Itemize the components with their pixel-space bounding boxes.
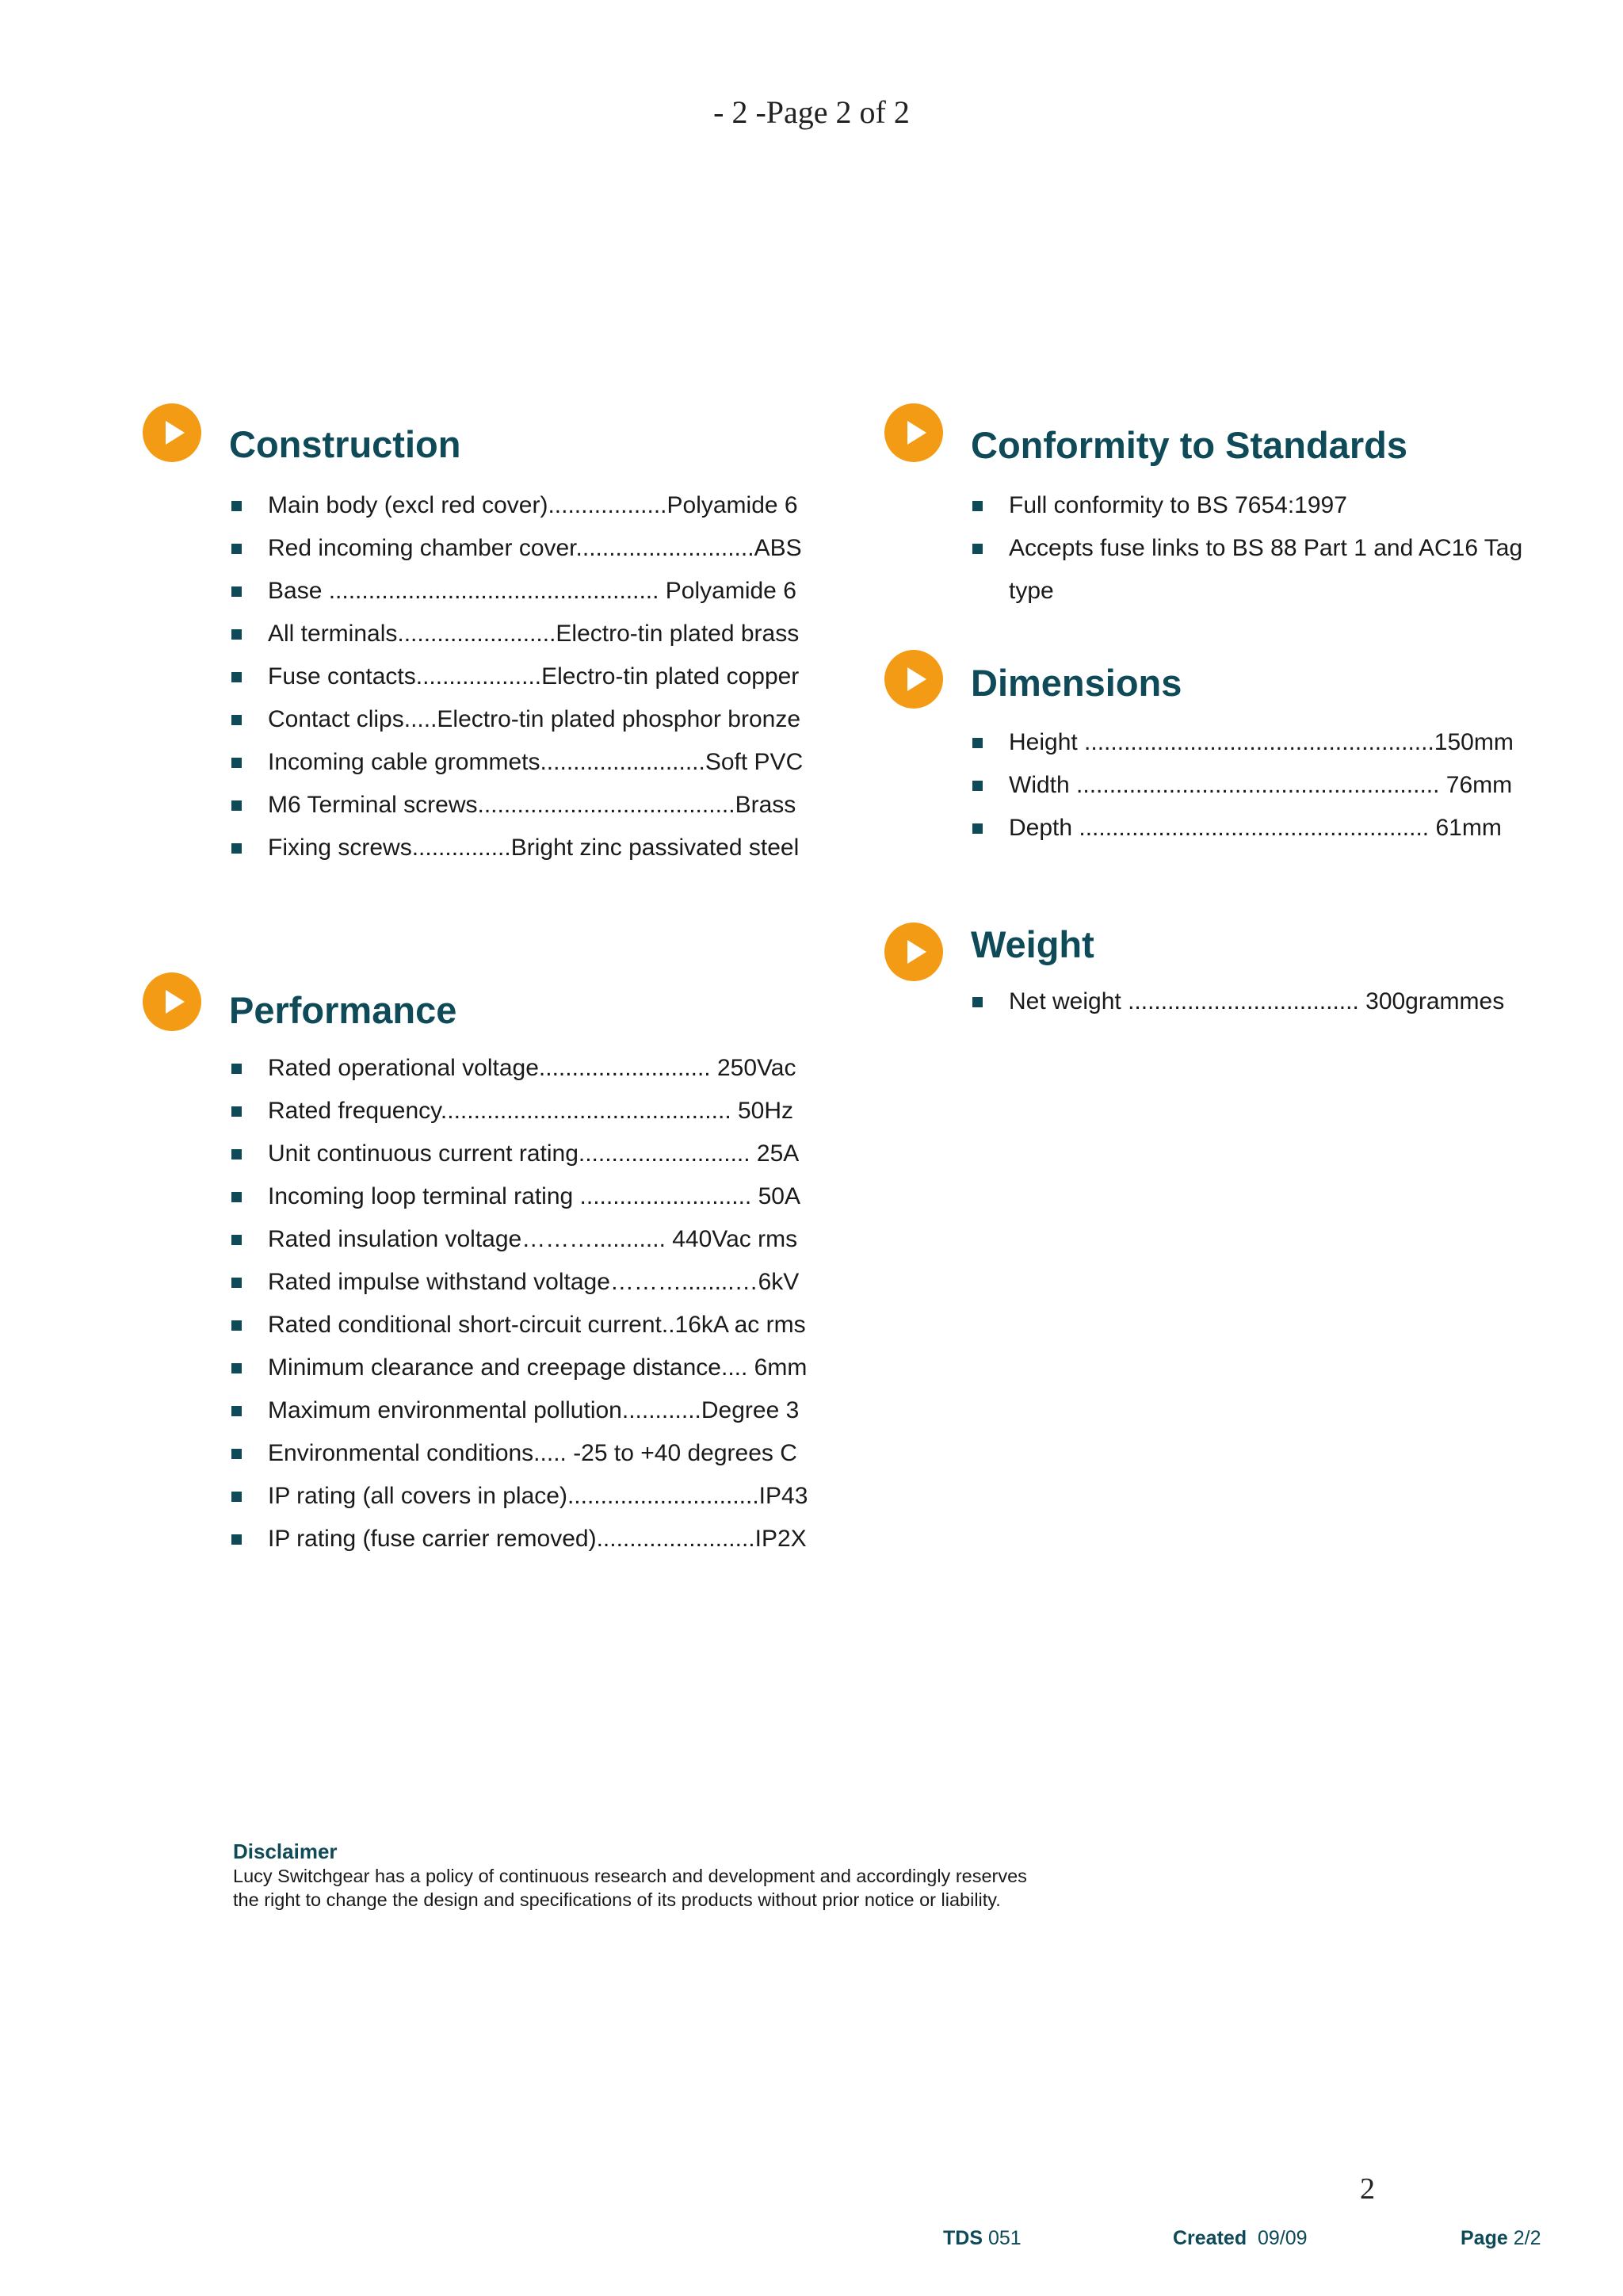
list-item: Net weight ................................... 300grammes — [972, 980, 1504, 1023]
list-item: Minimum clearance and creepage distance.... 6mm — [231, 1347, 808, 1389]
list-item: Rated operational voltage.......................... 250Vac — [231, 1047, 808, 1090]
list-item: All terminals........................Electro-tin plated brass — [231, 613, 803, 655]
list-item: Maximum environmental pollution............Degree 3 — [231, 1389, 808, 1432]
dimensions-title: Dimensions — [971, 662, 1182, 704]
list-item: Depth ..................................................... 61mm — [972, 807, 1514, 850]
footer-created-value: 09/09 — [1258, 2227, 1308, 2249]
page-number: 2 — [1360, 2172, 1375, 2206]
list-item: Rated frequency............................................ 50Hz — [231, 1090, 808, 1133]
play-arrow-icon — [143, 403, 201, 462]
conformity-list — [972, 484, 1559, 613]
list-item: Accepts fuse links to BS 88 Part 1 and AC16 Tag type — [972, 527, 1559, 613]
footer-created — [1173, 2227, 1308, 2250]
list-item: Main body (excl red cover)..................Polyamide 6 — [231, 484, 803, 527]
disclaimer — [233, 1839, 1168, 1912]
list-item: Unit continuous current rating.......................... 25A — [231, 1133, 808, 1175]
list-item: Full conformity to BS 7654:1997 — [972, 484, 1559, 527]
play-arrow-icon — [143, 972, 201, 1031]
play-arrow-icon — [884, 403, 943, 462]
footer-created-label: Created — [1173, 2227, 1247, 2249]
weight-title: Weight — [971, 923, 1094, 965]
play-arrow-icon — [884, 923, 943, 981]
weight-list — [972, 980, 1504, 1023]
footer-page-label: Page — [1461, 2227, 1508, 2249]
list-item: Fixing screws...............Bright zinc passivated steel — [231, 827, 803, 869]
list-item: Rated conditional short-circuit current..16kA ac rms — [231, 1304, 808, 1347]
list-item: Contact clips.....Electro-tin plated phosphor bronze — [231, 698, 803, 741]
list-item: Rated insulation voltage………........... 440Vac rms — [231, 1218, 808, 1261]
page-header: - 2 -Page 2 of 2 — [713, 94, 910, 130]
disclaimer-line: the right to change the design and specifications of its products without prior notice or liability. — [233, 1889, 1001, 1910]
construction-title: Construction — [229, 423, 461, 465]
performance-list — [231, 1047, 808, 1561]
list-item: Height .....................................................150mm — [972, 721, 1514, 764]
list-item: Fuse contacts...................Electro-tin plated copper — [231, 655, 803, 698]
disclaimer-title: Disclaimer — [233, 1839, 338, 1863]
list-item: Environmental conditions..... -25 to +40 degrees C — [231, 1432, 808, 1475]
construction-list — [231, 484, 803, 869]
list-item: Width ....................................................... 76mm — [972, 764, 1514, 807]
conformity-title: Conformity to Standards — [971, 424, 1407, 466]
list-item: Base .................................................. Polyamide 6 — [231, 570, 803, 613]
list-item: Red incoming chamber cover...........................ABS — [231, 527, 803, 570]
performance-title: Performance — [229, 989, 457, 1031]
disclaimer-line: Lucy Switchgear has a policy of continuous research and development and accordingly reserves — [233, 1866, 1027, 1886]
footer-tds-value: 051 — [987, 2227, 1022, 2249]
list-item: IP rating (all covers in place).............................IP43 — [231, 1475, 808, 1518]
list-item: IP rating (fuse carrier removed)........................IP2X — [231, 1518, 808, 1561]
dimensions-list — [972, 721, 1514, 850]
list-item: M6 Terminal screws.......................................Brass — [231, 784, 803, 827]
footer-tds — [943, 2227, 1022, 2250]
list-item: Incoming loop terminal rating .......................... 50A — [231, 1175, 808, 1218]
footer-page-value: 2/2 — [1513, 2227, 1541, 2249]
list-item: Incoming cable grommets.........................Soft PVC — [231, 741, 803, 784]
play-arrow-icon — [884, 650, 943, 709]
list-item: Rated impulse withstand voltage………........…6kV — [231, 1261, 808, 1304]
footer-tds-label: TDS — [943, 2227, 983, 2249]
footer-page — [1461, 2227, 1541, 2250]
